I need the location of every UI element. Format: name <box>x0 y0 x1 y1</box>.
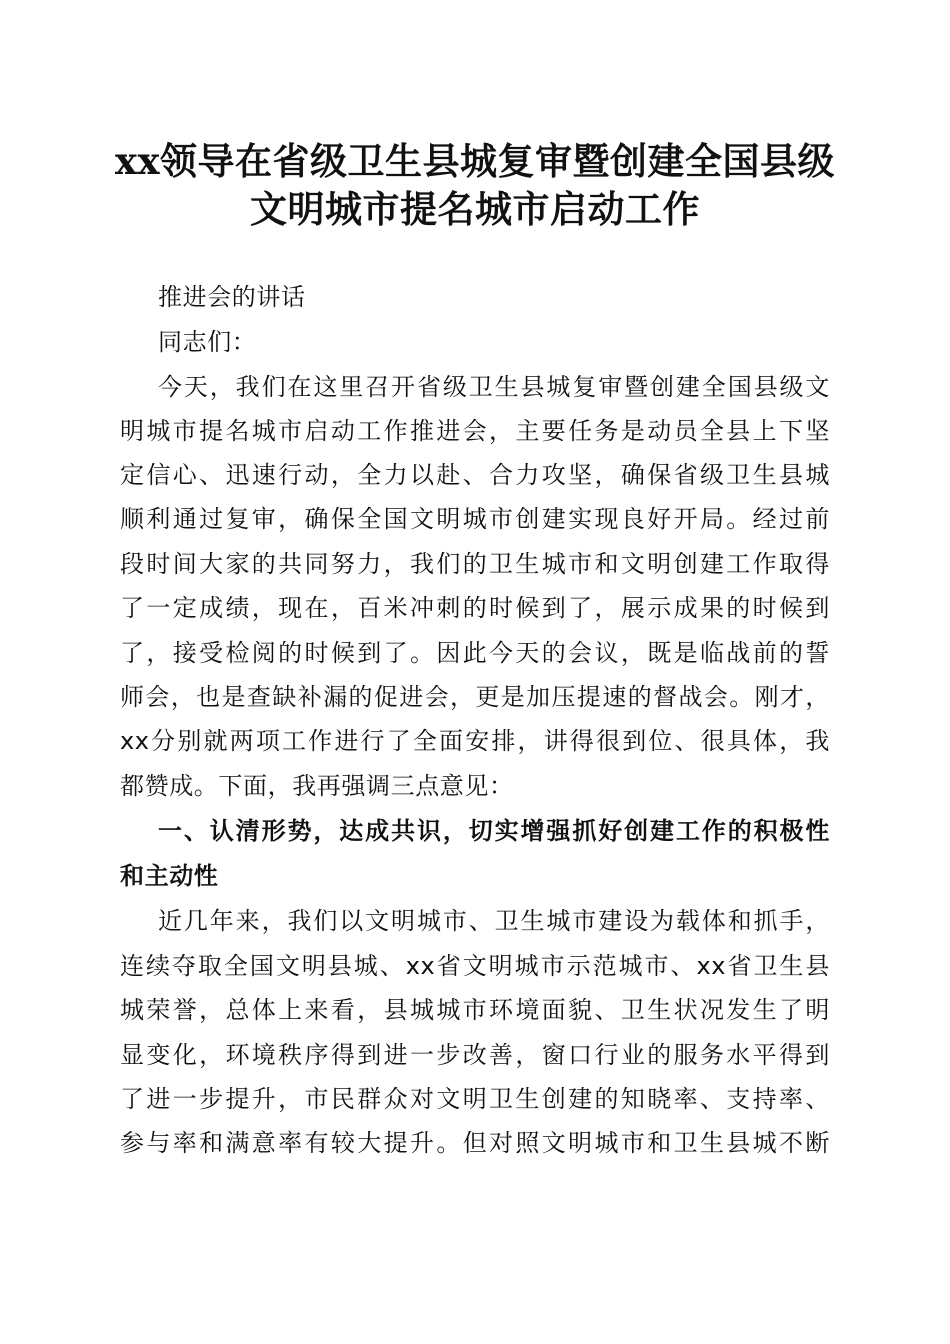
paragraph-1-line: 都赞成。下面，我再强调三点意见： <box>120 772 514 800</box>
title-line-1: xx领导在省级卫生县城复审暨创建全国县级 <box>114 139 836 183</box>
paragraph-1-line: 今天，我们在这里召开省级卫生县城复审暨创建全国县级文 <box>158 373 830 401</box>
paragraph-2-line: 参与率和满意率有较大提升。但对照文明城市和卫生县城不断 <box>120 1129 830 1157</box>
paragraph-2-line: 了进一步提升，市民群众对文明卫生创建的知晓率、支持率、 <box>120 1085 830 1113</box>
paragraph-1-line: 顺利通过复审，确保全国文明城市创建实现良好开局。经过前 <box>120 505 830 533</box>
subtitle-text: 推进会的讲话 <box>158 283 306 311</box>
paragraph-1-line: 定信心、迅速行动，全力以赴、合力攻坚，确保省级卫生县城 <box>120 461 830 489</box>
paragraph-1-line: 段时间大家的共同努力，我们的卫生城市和文明创建工作取得 <box>120 550 830 578</box>
paragraph-1-line: 了，接受检阅的时候到了。因此今天的会议，既是临战前的誓 <box>120 639 830 667</box>
paragraph-1-line: 明城市提名城市启动工作推进会，主要任务是动员全县上下坚 <box>120 417 830 445</box>
paragraph-2-line: 显变化，环境秩序得到进一步改善，窗口行业的服务水平得到 <box>120 1041 830 1069</box>
paragraph-2-line: 近几年来，我们以文明城市、卫生城市建设为载体和抓手， <box>158 907 830 935</box>
section-heading-1-cont: 和主动性 <box>120 862 219 890</box>
paragraph-1-line: 师会，也是查缺补漏的促进会，更是加压提速的督战会。刚才， <box>120 683 830 711</box>
paragraph-1-line: 了一定成绩，现在，百米冲刺的时候到了，展示成果的时候到 <box>120 594 830 622</box>
paragraph-2-line: 城荣誉，总体上来看，县城城市环境面貌、卫生状况发生了明 <box>120 996 830 1024</box>
section-heading-1: 一、认清形势，达成共识，切实增强抓好创建工作的积极性 <box>158 817 830 845</box>
paragraph-1-line: xx分别就两项工作进行了全面安排，讲得很到位、很具体，我 <box>120 727 830 755</box>
salutation-text: 同志们： <box>158 328 257 356</box>
title-line-2: 文明城市提名城市启动工作 <box>250 187 700 231</box>
paragraph-2-line: 连续夺取全国文明县城、xx省文明城市示范城市、xx省卫生县 <box>120 952 830 980</box>
